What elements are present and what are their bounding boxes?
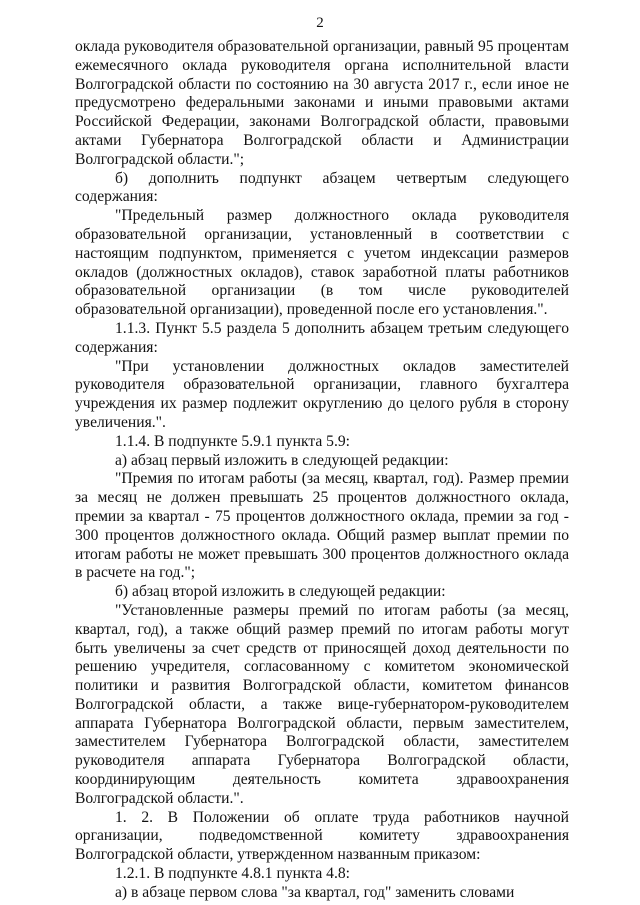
paragraph: "При установлении должностных окладов заместителей руководителя образовательной организации, главного бухгалтера учреждения их размер подлежит округлению до целого рубля в сторону увеличения.". <box>75 357 569 431</box>
paragraph: 1.1.4. В подпункте 5.9.1 пункта 5.9: <box>115 432 350 450</box>
paragraph: а) в абзаце первом слова "за квартал, год" заменить словами <box>115 883 515 901</box>
paragraph: "Премия по итогам работы (за месяц, квартал, год). Размер премии за месяц не должен превышать 25 процентов должностного оклада, премии за квартал - 75 процентов должностного оклада, премии за год - 300 процентов должностного оклада. Общий размер выплат премии по итогам работы не может превышать 300 процентов должностного оклада в расчете на год."; <box>75 470 569 582</box>
paragraph: "Установленные размеры премий по итогам работы (за месяц, квартал, год), а также общий размер премий по итогам работы могут быть увеличены за счет средств от приносящей доход деятельности по решению учредителя, согласованному с комитетом экономической политики и развития Волгоградской области, комитетом финансов Волгоградской области, а также вице-губернатором-руководителем аппарата Губернатора Волгоградской области, первым заместителем, заместителем Губернатора Волгоградской области, заместителем руководителя аппарата Губернатора Волгоградской области, координирующим деятельность комитета здравоохранения Волгоградской области.". <box>75 601 569 807</box>
paragraph: 1. 2. В Положении об оплате труда работников научной организации, подведомственной комитету здравоохранения Волгоградской области, утвержденном названным приказом: <box>75 808 569 864</box>
document-body <box>75 38 569 903</box>
paragraph: 1.1.3. Пункт 5.5 раздела 5 дополнить абзацем третьим следующего содержания: <box>75 319 569 356</box>
page-number: 2 <box>316 15 324 31</box>
paragraph: оклада руководителя образовательной организации, равный 95 процентам ежемесячного оклада руководителя органа исполнительной власти Волгоградской области по состоянию на 30 августа 2017 г., если иное не предусмотрено федеральными законами и иными правовыми актами Российской Федерации, законами Волгоградской области, правовыми актами Губернатора Волгоградской области и Администрации Волгоградской области."; <box>75 38 569 168</box>
paragraph: "Предельный размер должностного оклада руководителя образовательной организации, установленный в соответствии с настоящим подпунктом, применяется с учетом индексации размеров окладов (должностных окладов), ставок заработной платы работников образовательной организации (в том числе руководителей образовательной организации), проведенной после его установления.". <box>75 207 569 319</box>
paragraph: б) абзац второй изложить в следующей редакции: <box>115 583 446 601</box>
paragraph: б) дополнить подпункт абзацем четвертым следующего содержания: <box>75 169 569 206</box>
paragraph: а) абзац первый изложить в следующей редакции: <box>115 451 449 469</box>
paragraph: 1.2.1. В подпункте 4.8.1 пункта 4.8: <box>115 865 350 883</box>
